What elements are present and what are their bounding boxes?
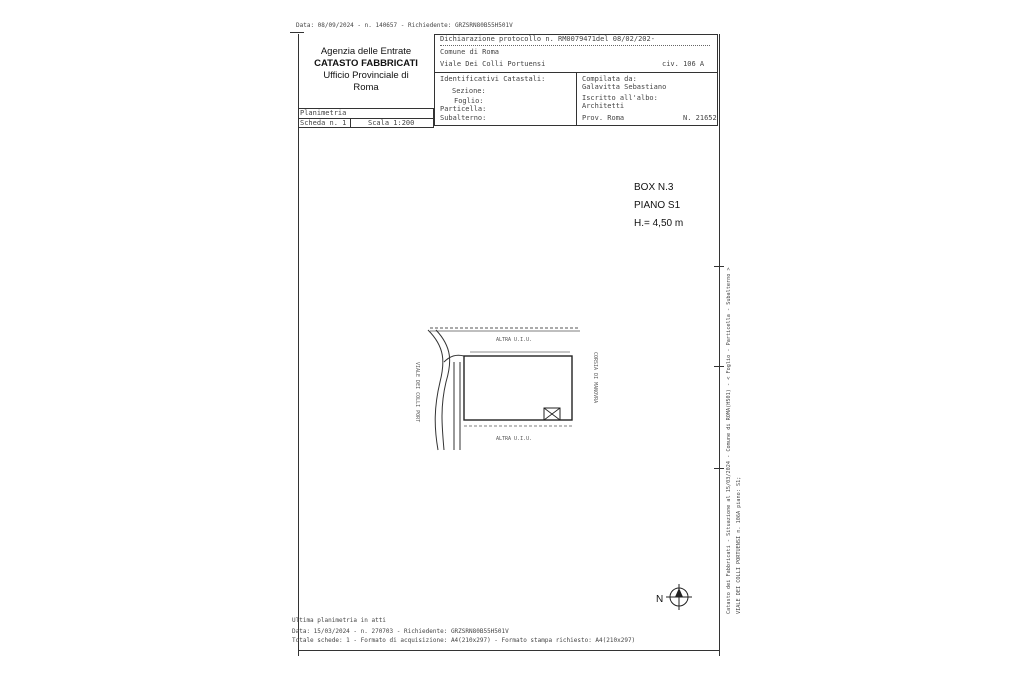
- compilata-num: N. 21652: [683, 114, 717, 122]
- page-bottom-border: [298, 650, 719, 651]
- left-tick: [298, 262, 299, 274]
- right-tick-3: [714, 468, 724, 469]
- identificativi-divider: [576, 72, 577, 126]
- plan-box-label: BOX N.3: [634, 182, 674, 193]
- declaration-address: Viale Dei Colli Portuensi: [440, 60, 546, 68]
- compilata-albo-label: Iscritto all'albo:: [582, 94, 658, 102]
- office-block: [300, 46, 432, 94]
- footer-line1: Data: 15/03/2024 - n. 270703 - Richiedente: GRZSRN80B55H501V: [292, 628, 509, 635]
- office-agency: Agenzia delle Entrate: [320, 46, 412, 57]
- footer-line0: Ultima planimetria in atti: [292, 617, 386, 624]
- side-text-line1: Catasto dei Fabbricati - Situazione al 15/03/2024 - Comune di ROMA(H501) - < Foglio - Particella - Subalterno >: [726, 267, 732, 614]
- identificativi-foglio: Foglio:: [454, 97, 484, 105]
- plan-road-curve-1: [428, 330, 443, 450]
- compilata-label: Compilata da:: [582, 75, 637, 83]
- footer-line2: Totale schede: 1 - Formato di acquisizione: A4(210x297) - Formato stampa richiesto: A4(210x297): [292, 637, 636, 644]
- plan-top-label: ALTRA U.I.U.: [496, 337, 533, 343]
- plan-height-label: H.= 4,50 m: [634, 218, 684, 229]
- identificativi-particella: Particella:: [440, 105, 487, 113]
- north-compass-icon: [664, 582, 694, 612]
- compilata-name: Galavitta Sebastiano: [582, 83, 667, 91]
- planimetria-scheda: Scheda n. 1: [300, 119, 347, 127]
- plan-right-label: CORSIA DI MANOVRA: [592, 352, 598, 404]
- office-city: Roma: [353, 82, 379, 93]
- identificativi-sezione: Sezione:: [452, 87, 486, 95]
- plan-piano-label: PIANO S1: [634, 200, 681, 211]
- plan-box-outline: [464, 356, 572, 420]
- planimetria-vdivider: [350, 118, 351, 128]
- declaration-protocol: Dichiarazione protocollo n. RM0079471del 08/02/202-: [440, 35, 655, 43]
- top-tick: [290, 32, 304, 33]
- compilata-prov: Prov. Roma: [582, 114, 625, 122]
- compass-letter: N: [656, 594, 664, 605]
- office-catasto: CATASTO FABBRICATI: [314, 58, 418, 69]
- declaration-civ: civ. 106 A: [662, 60, 705, 68]
- plan-left-label: VIALE DEI COLLI PORT: [414, 362, 420, 423]
- side-text-line2: VIALE DEI COLLI PORTUENSI n. 106A piano: S1;: [736, 476, 742, 614]
- identificativi-subalterno: Subalterno:: [440, 114, 487, 122]
- office-ufficio: Ufficio Provinciale di: [323, 70, 409, 81]
- identificativi-title: Identificativi Catastali:: [440, 75, 546, 83]
- compilata-albo: Architetti: [582, 102, 625, 110]
- declaration-comune: Comune di Roma: [440, 48, 500, 56]
- right-tick-1: [714, 266, 724, 267]
- right-tick-2: [714, 366, 724, 367]
- page-right-border: [719, 34, 720, 656]
- planimetria-scala: Scala 1:200: [368, 119, 415, 127]
- declaration-protocol-underline: [440, 45, 710, 46]
- plan-bottom-label: ALTRA U.I.U.: [496, 436, 533, 442]
- planimetria-title: Planimetria: [300, 109, 347, 117]
- header-line: Data: 08/09/2024 - n. 140657 - Richiedente: GRZSRN80B55H501V: [296, 22, 513, 29]
